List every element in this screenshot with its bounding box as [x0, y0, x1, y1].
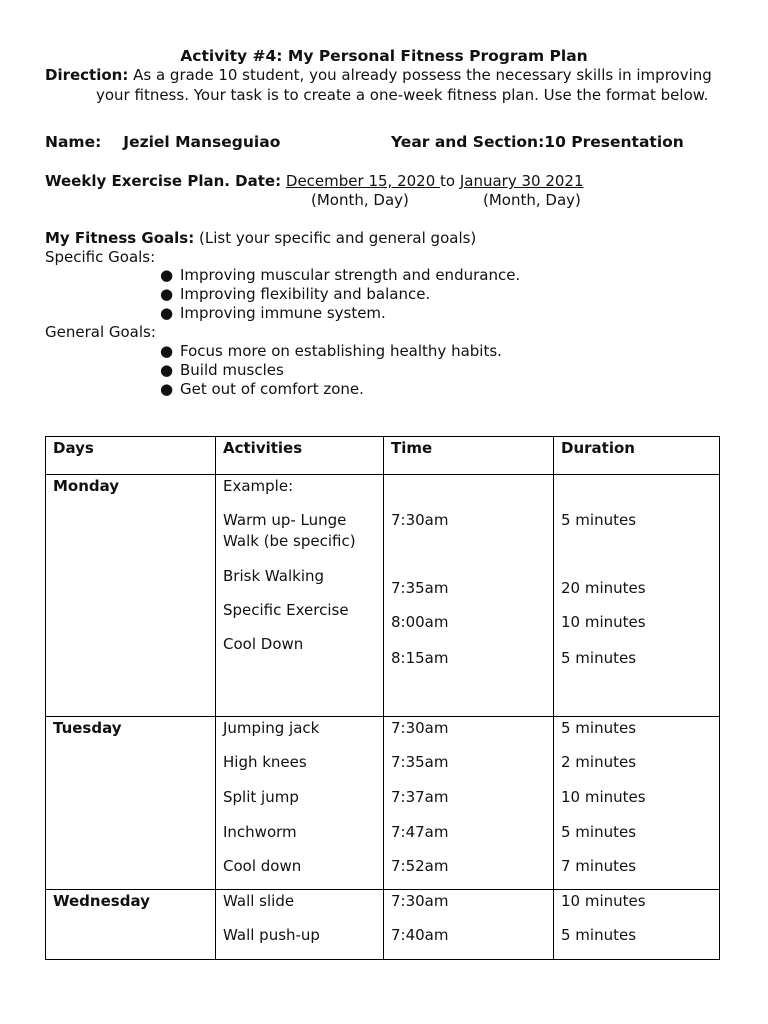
- specific-goals-label: Specific Goals:: [45, 248, 156, 266]
- bullet-icon: ●: [160, 285, 174, 303]
- table-header-row: [46, 437, 720, 475]
- list-item: ● Improving muscular strength and endurance.: [160, 266, 521, 284]
- duration-item: 5 minutes: [561, 511, 637, 529]
- activities-cell: [216, 717, 384, 890]
- header-activities: Activities: [216, 437, 384, 475]
- duration-item: 5 minutes: [561, 719, 637, 737]
- duration-item: 20 minutes: [561, 579, 646, 597]
- list-item: ● Get out of comfort zone.: [160, 380, 364, 398]
- time-item: 8:15am: [391, 649, 449, 667]
- duration-cell: [554, 890, 720, 960]
- activities-cell: [216, 475, 384, 717]
- activity-item: Cool down: [223, 857, 302, 875]
- duration-item: 5 minutes: [561, 823, 637, 841]
- time-cell: [384, 890, 554, 960]
- page-title: Activity #4: My Personal Fitness Program Plan: [180, 47, 588, 65]
- list-item: ● Build muscles: [160, 361, 284, 379]
- header-duration: Duration: [554, 437, 720, 475]
- activity-item: Brisk Walking: [223, 567, 325, 585]
- duration-item: 5 minutes: [561, 926, 637, 944]
- bullet-icon: ●: [160, 380, 174, 398]
- list-item: ● Improving flexibility and balance.: [160, 285, 431, 303]
- time-item: 7:47am: [391, 823, 449, 841]
- activity-item: Specific Exercise: [223, 601, 349, 619]
- year-section-value: 10 Presentation: [544, 133, 684, 151]
- direction-text-2: your fitness. Your task is to create a one-week fitness plan. Use the format below.: [96, 86, 709, 104]
- duration-item: 10 minutes: [561, 613, 646, 631]
- activities-cell: [216, 890, 384, 960]
- goals-instruction: (List your specific and general goals): [194, 229, 477, 247]
- general-goals-label: General Goals:: [45, 323, 156, 341]
- activity-item: Wall slide: [223, 892, 295, 910]
- time-cell: [384, 717, 554, 890]
- time-item: 7:40am: [391, 926, 449, 944]
- duration-item: 5 minutes: [561, 649, 637, 667]
- activity-item: Warm up- Lunge: [223, 511, 347, 529]
- header-time: Time: [384, 437, 554, 475]
- activity-item: Inchworm: [223, 823, 297, 841]
- activity-item: Wall push-up: [223, 926, 320, 944]
- plan-date-to-word: to: [440, 172, 456, 190]
- table-row: [46, 475, 720, 717]
- plan-date-row: [45, 172, 584, 190]
- time-item: 7:30am: [391, 719, 449, 737]
- direction-text-1: As a grade 10 student, you already possess the necessary skills in improving: [128, 66, 712, 84]
- time-item: 7:35am: [391, 579, 449, 597]
- activity-item: Cool Down: [223, 635, 304, 653]
- time-item: 8:00am: [391, 613, 449, 631]
- bullet-icon: ●: [160, 342, 174, 360]
- day-cell: [46, 475, 216, 717]
- activity-item: Example:: [223, 477, 294, 495]
- duration-item: 7 minutes: [561, 857, 637, 875]
- bullet-icon: ●: [160, 266, 174, 284]
- list-item: ● Improving immune system.: [160, 304, 386, 322]
- time-cell: [384, 475, 554, 717]
- direction-label: Direction:: [45, 66, 129, 84]
- list-item: ● Focus more on establishing healthy habits.: [160, 342, 502, 360]
- table-row: [46, 717, 720, 890]
- header-days: Days: [46, 437, 216, 475]
- time-item: 7:30am: [391, 892, 449, 910]
- plan-date-to-hint: (Month, Day): [483, 191, 581, 209]
- plan-date-to: January 30 2021: [459, 172, 584, 190]
- duration-cell: [554, 475, 720, 717]
- name-row: [45, 133, 280, 151]
- duration-cell: [554, 717, 720, 890]
- plan-date-from: December 15, 2020: [285, 172, 441, 190]
- goals-heading: [45, 229, 476, 247]
- bullet-icon: ●: [160, 361, 174, 379]
- time-item: 7:37am: [391, 788, 449, 806]
- plan-date-label: Weekly Exercise Plan. Date:: [45, 172, 282, 190]
- time-item: 7:35am: [391, 753, 449, 771]
- duration-item: 2 minutes: [561, 753, 637, 771]
- activity-item: High knees: [223, 753, 307, 771]
- time-item: 7:52am: [391, 857, 449, 875]
- day-label: Wednesday: [53, 892, 150, 910]
- activity-item: Split jump: [223, 788, 299, 806]
- day-cell: [46, 890, 216, 960]
- duration-item: 10 minutes: [561, 892, 646, 910]
- day-cell: [46, 717, 216, 890]
- goals-label: My Fitness Goals:: [45, 229, 195, 247]
- plan-date-from-hint: (Month, Day): [311, 191, 409, 209]
- activity-item: Jumping jack: [223, 719, 320, 737]
- year-section-label: Year and Section:: [391, 133, 545, 151]
- table-row: [46, 890, 720, 960]
- duration-item: 10 minutes: [561, 788, 646, 806]
- day-label: Monday: [53, 477, 120, 495]
- time-item: 7:30am: [391, 511, 449, 529]
- bullet-icon: ●: [160, 304, 174, 322]
- direction-line-1: [45, 66, 712, 84]
- name-label: Name:: [45, 133, 102, 151]
- name-value: Jeziel Manseguiao: [123, 133, 281, 151]
- year-section-row: [391, 133, 684, 151]
- activity-item: Walk (be specific): [223, 532, 356, 550]
- day-label: Tuesday: [53, 719, 122, 737]
- fitness-plan-table: [45, 436, 720, 960]
